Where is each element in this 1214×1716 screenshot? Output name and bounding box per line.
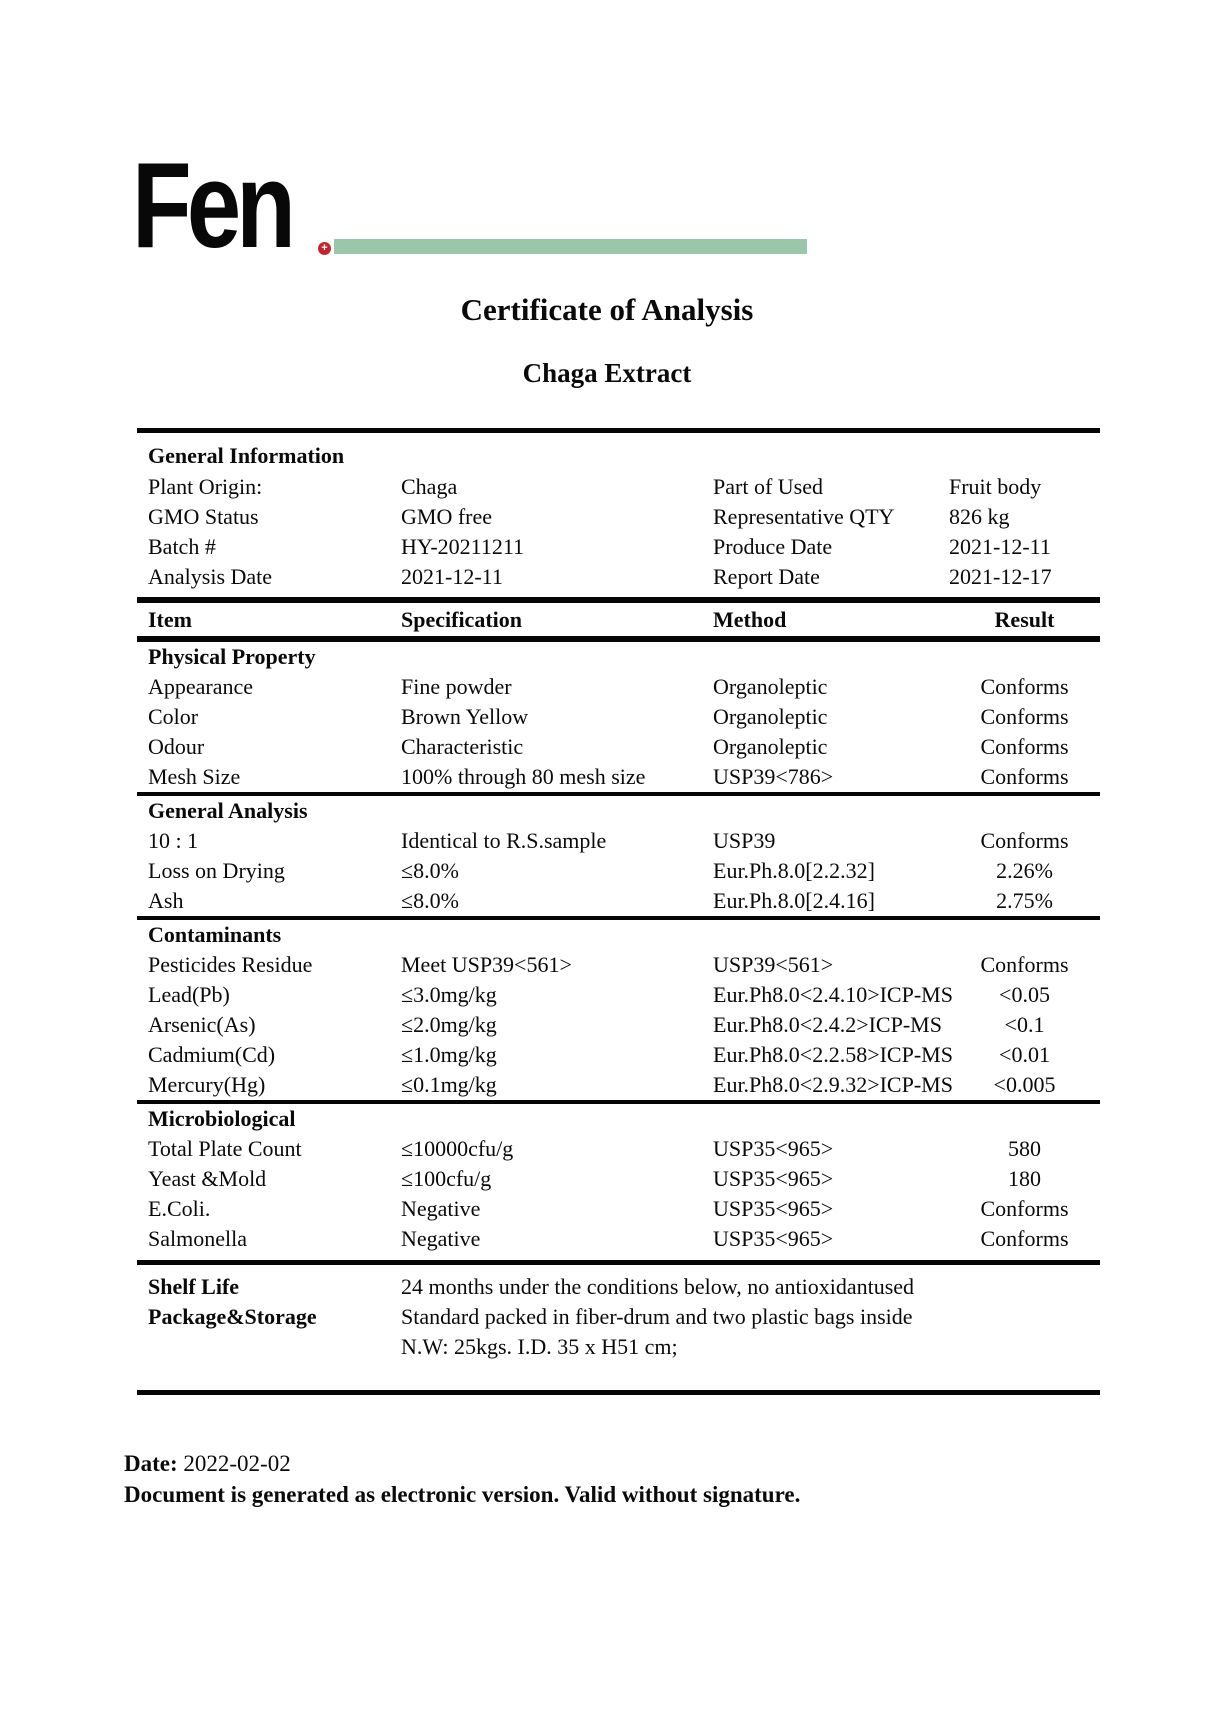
result-row [137, 886, 1100, 916]
storage-section [137, 1265, 1100, 1390]
cell-result: Conforms [980, 704, 1069, 729]
cell-item: Color [148, 704, 199, 729]
cell-item: Salmonella [148, 1226, 247, 1251]
cell-specification: ≤10000cfu/g [401, 1136, 514, 1161]
cell-item: Odour [148, 734, 205, 759]
cell-result: Conforms [980, 734, 1069, 759]
cell-specification: Identical to R.S.sample [401, 828, 607, 853]
page-title: Certificate of Analysis [460, 292, 754, 327]
cell-value: Fruit body [949, 474, 1042, 499]
cell-specification: ≤1.0mg/kg [401, 1042, 497, 1067]
result-row [137, 1194, 1100, 1224]
logo-plus-badge [318, 242, 331, 255]
cell-result: Conforms [980, 828, 1069, 853]
general-info-row [137, 472, 1100, 502]
storage-row [137, 1302, 1100, 1332]
cell-item: Total Plate Count [148, 1136, 302, 1161]
date-value: 2022-02-02 [183, 1451, 291, 1476]
cell-label: Produce Date [713, 534, 833, 559]
section-heading: Contaminants [148, 922, 282, 947]
section-heading: General Information [148, 443, 345, 468]
cell-result: Conforms [980, 952, 1069, 977]
results-sections [137, 642, 1100, 1260]
result-row [137, 1224, 1100, 1254]
cell-label: Representative QTY [713, 504, 895, 529]
cell-item: Yeast &Mold [148, 1166, 267, 1191]
result-row [137, 1070, 1100, 1100]
cell-method: Organoleptic [713, 674, 828, 699]
column-header-item: Item [148, 607, 192, 632]
general-info-row [137, 562, 1100, 592]
cell-method: Eur.Ph.8.0[2.2.32] [713, 858, 875, 883]
cell-item: 10 : 1 [148, 828, 199, 853]
cell-result: <0.005 [993, 1072, 1056, 1097]
cell-item: Pesticides Residue [148, 952, 313, 977]
cell-specification: Brown Yellow [401, 704, 529, 729]
result-row [137, 1040, 1100, 1070]
cell-text: Standard packed in fiber-drum and two plastic bags inside [401, 1304, 913, 1329]
cell-label: Shelf Life [148, 1274, 240, 1299]
result-row [137, 826, 1100, 856]
result-row [137, 1010, 1100, 1040]
result-row [137, 856, 1100, 886]
column-header-specification: Specification [401, 607, 522, 632]
cell-result: Conforms [980, 1196, 1069, 1221]
cell-item: Arsenic(As) [148, 1012, 256, 1037]
cell-specification: ≤3.0mg/kg [401, 982, 497, 1007]
cell-value: 826 kg [949, 504, 1010, 529]
cell-method: Eur.Ph8.0<2.9.32>ICP-MS [713, 1072, 953, 1097]
result-row [137, 950, 1100, 980]
cell-label: Part of Used [713, 474, 823, 499]
cell-value: 2021-12-11 [949, 534, 1051, 559]
storage-row [137, 1272, 1100, 1302]
cell-label: Report Date [713, 564, 820, 589]
cell-text: N.W: 25kgs. I.D. 35 x H51 cm; [401, 1334, 678, 1359]
result-row [137, 1134, 1100, 1164]
cell-label: Package&Storage [148, 1304, 317, 1329]
cell-value: 2021-12-11 [401, 564, 503, 589]
general-info-row [137, 532, 1100, 562]
date-line [124, 1448, 800, 1479]
cell-method: Eur.Ph8.0<2.4.2>ICP-MS [713, 1012, 942, 1037]
column-header-result: Result [994, 607, 1055, 632]
cell-method: USP39<561> [713, 952, 834, 977]
result-row [137, 1164, 1100, 1194]
cell-value: 2021-12-17 [949, 564, 1052, 589]
cell-item: Ash [148, 888, 184, 913]
cell-result: 180 [1008, 1166, 1041, 1191]
cell-item: Mesh Size [148, 764, 241, 789]
cell-specification: ≤0.1mg/kg [401, 1072, 497, 1097]
cell-value: GMO free [401, 504, 493, 529]
result-row [137, 732, 1100, 762]
date-label: Date: [124, 1451, 178, 1476]
cell-specification: ≤8.0% [401, 888, 459, 913]
cell-text: 24 months under the conditions below, no antioxidantused [401, 1274, 915, 1299]
cell-label: Plant Origin: [148, 474, 263, 499]
general-information-section [137, 433, 1100, 597]
cell-result: <0.1 [1004, 1012, 1045, 1037]
cell-item: E.Coli. [148, 1196, 211, 1221]
plus-icon: + [321, 242, 328, 254]
result-row [137, 980, 1100, 1010]
cell-item: Loss on Drying [148, 858, 285, 883]
section-heading: Physical Property [148, 644, 316, 669]
cell-label: Analysis Date [148, 564, 273, 589]
general-info-rows [137, 472, 1100, 592]
product-subtitle: Chaga Extract [522, 358, 692, 388]
cell-result: Conforms [980, 1226, 1069, 1251]
section-heading: General Analysis [148, 798, 308, 823]
cell-specification: ≤2.0mg/kg [401, 1012, 497, 1037]
cell-method: USP39 [713, 828, 776, 853]
result-row [137, 702, 1100, 732]
cell-specification: ≤100cfu/g [401, 1166, 492, 1191]
cell-method: USP35<965> [713, 1196, 834, 1221]
cell-result: <0.05 [999, 982, 1050, 1007]
cell-method: Organoleptic [713, 704, 828, 729]
cell-label: GMO Status [148, 504, 259, 529]
cell-result: <0.01 [999, 1042, 1050, 1067]
result-row [137, 672, 1100, 702]
cell-result: 2.26% [996, 858, 1053, 883]
cell-value: HY-20211211 [401, 534, 525, 559]
cell-method: Eur.Ph8.0<2.4.10>ICP-MS [713, 982, 953, 1007]
storage-row [137, 1332, 1100, 1362]
logo-bar [334, 239, 807, 254]
cell-item: Cadmium(Cd) [148, 1042, 276, 1067]
cell-result: 2.75% [996, 888, 1053, 913]
cell-method: Eur.Ph.8.0[2.4.16] [713, 888, 875, 913]
cell-method: USP39<786> [713, 764, 834, 789]
cell-label: Batch # [148, 534, 216, 559]
cell-method: USP35<965> [713, 1136, 834, 1161]
column-header-method: Method [713, 607, 787, 632]
results-header-row [137, 603, 1100, 636]
cell-method: USP35<965> [713, 1166, 834, 1191]
cell-method: USP35<965> [713, 1226, 834, 1251]
cell-result: 580 [1008, 1136, 1041, 1161]
cell-item: Appearance [148, 674, 254, 699]
cell-specification: ≤8.0% [401, 858, 459, 883]
coa-table [137, 428, 1100, 1395]
storage-rows [137, 1272, 1100, 1362]
cell-result: Conforms [980, 764, 1069, 789]
cell-value: Chaga [401, 474, 458, 499]
footer [124, 1448, 800, 1510]
cell-specification: 100% through 80 mesh size [401, 764, 646, 789]
cell-specification: Negative [401, 1196, 481, 1221]
cell-result: Conforms [980, 674, 1069, 699]
cell-item: Mercury(Hg) [148, 1072, 266, 1097]
signature-note: Document is generated as electronic version. Valid without signature. [124, 1482, 801, 1507]
logo-text: Fen [132, 137, 292, 273]
section-heading: Microbiological [148, 1106, 296, 1131]
cell-specification: Negative [401, 1226, 481, 1251]
cell-method: Organoleptic [713, 734, 828, 759]
cell-item: Lead(Pb) [148, 982, 230, 1007]
result-row [137, 762, 1100, 792]
table-bottom-border [137, 1390, 1100, 1395]
cell-specification: Meet USP39<561> [401, 952, 572, 977]
cell-specification: Fine powder [401, 674, 512, 699]
cell-method: Eur.Ph8.0<2.2.58>ICP-MS [713, 1042, 953, 1067]
cell-specification: Characteristic [401, 734, 524, 759]
general-info-row [137, 502, 1100, 532]
